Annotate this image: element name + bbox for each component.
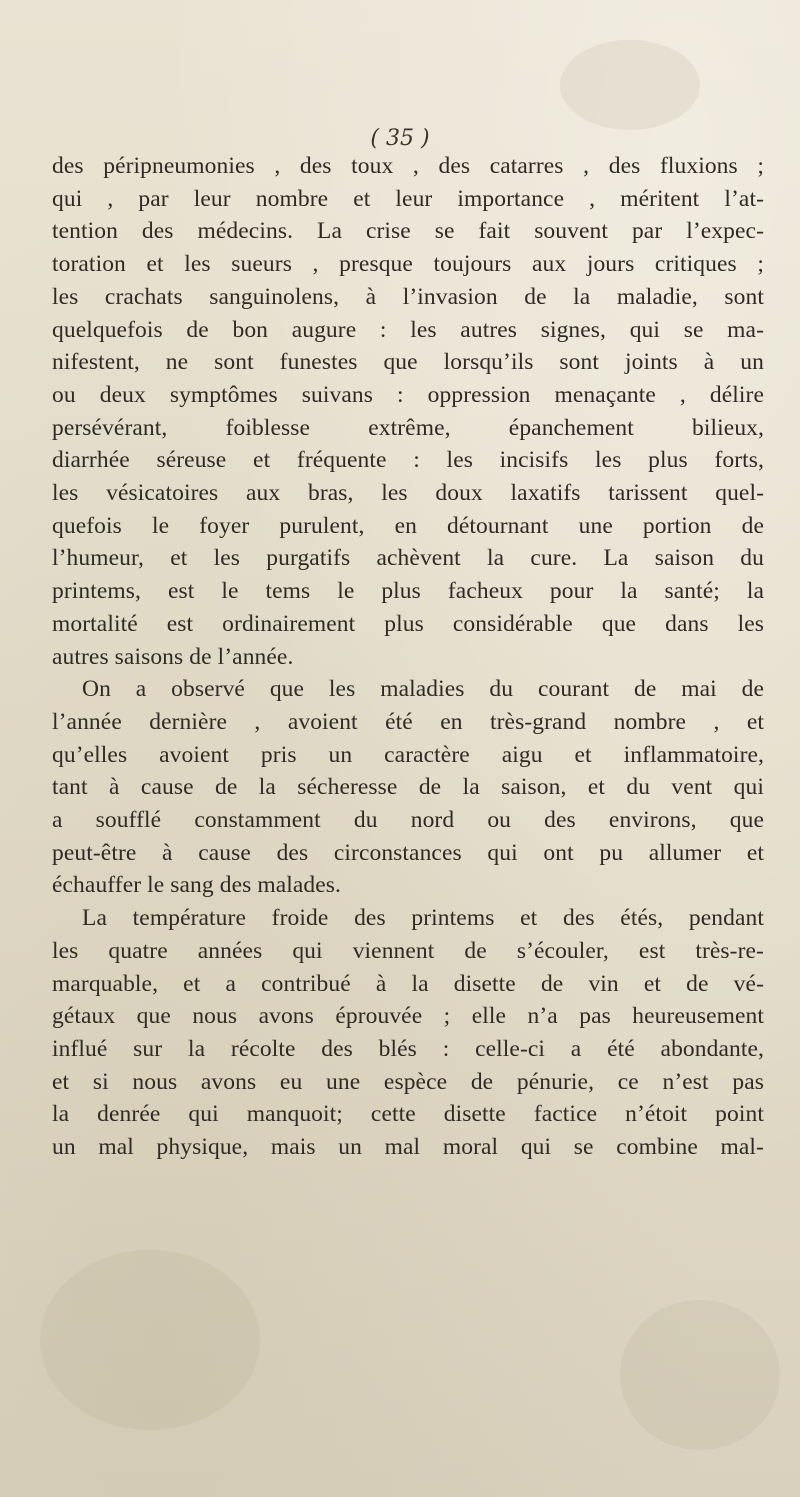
- text-line: qu’elles avoient pris un caractère aigu et inflammatoire,: [52, 741, 764, 768]
- text-line: des péripneumonies , des toux , des catarres , des fluxions ;: [52, 153, 764, 179]
- text-line: les crachats sanguinolens, à l’invasion de la maladie, sont: [52, 283, 764, 310]
- text-line: gétaux que nous avons éprouvée ; elle n’a pas heureusement: [52, 1003, 764, 1030]
- paper-stain: [620, 1300, 780, 1450]
- text-line: ou deux symptômes suivans : oppression menaçante , délire: [52, 381, 764, 408]
- text-line: peut-être à cause des circonstances qui ont pu allumer et: [52, 839, 764, 866]
- text-line: quelquefois de bon augure : les autres signes, qui se ma-: [52, 316, 764, 343]
- text-line: influé sur la récolte des blés : celle-ci a été abondante,: [52, 1035, 764, 1062]
- text-line: On a observé que les maladies du courant de mai de: [82, 676, 764, 703]
- text-line: tant à cause de la sécheresse de la saison, et du vent qui: [52, 774, 764, 801]
- text-line: un mal physique, mais un mal moral qui se combine mal-: [52, 1134, 764, 1161]
- text-line: a soufflé constamment du nord ou des environs, que: [52, 807, 764, 834]
- paper-stain: [40, 1250, 260, 1430]
- text-line: marquable, et a contribué à la disette de vin et de vé-: [52, 970, 764, 997]
- text-line: la denrée qui manquoit; cette disette factice n’étoit point: [52, 1101, 764, 1128]
- text-line: persévérant, foiblesse extrême, épanchement bilieux,: [52, 414, 764, 441]
- text-line: printems, est le tems le plus facheux pour la santé; la: [52, 578, 764, 605]
- text-line: autres saisons de l’année.: [52, 643, 294, 670]
- text-line: diarrhée séreuse et fréquente : les incisifs les plus forts,: [52, 447, 764, 474]
- text-line: quefois le foyer purulent, en détournant une portion de: [52, 512, 764, 539]
- text-line: qui , par leur nombre et leur importance , méritent l’at-: [52, 185, 764, 212]
- text-line: les vésicatoires aux bras, les doux laxatifs tarissent quel-: [52, 480, 764, 507]
- text-line: les quatre années qui viennent de s’écouler, est très-re-: [52, 937, 764, 964]
- text-line: nifestent, ne sont funestes que lorsqu’ils sont joints à un: [52, 349, 764, 376]
- text-line: La température froide des printems et des étés, pendant: [82, 905, 764, 932]
- body-text: [52, 150, 764, 1164]
- text-line: mortalité est ordinairement plus considérable que dans les: [52, 610, 764, 637]
- text-line: toration et les sueurs , presque toujours aux jours critiques ;: [52, 251, 764, 278]
- page-number: ( 35 ): [370, 126, 430, 151]
- text-line: et si nous avons eu une espèce de pénurie, ce n’est pas: [52, 1068, 764, 1095]
- text-line: l’humeur, et les purgatifs achèvent la cure. La saison du: [52, 545, 764, 572]
- text-line: échauffer le sang des malades.: [52, 872, 342, 899]
- text-line: l’année dernière , avoient été en très-grand nombre , et: [52, 708, 764, 735]
- text-line: tention des médecins. La crise se fait souvent par l’expec-: [52, 218, 764, 245]
- paper-stain: [560, 40, 700, 130]
